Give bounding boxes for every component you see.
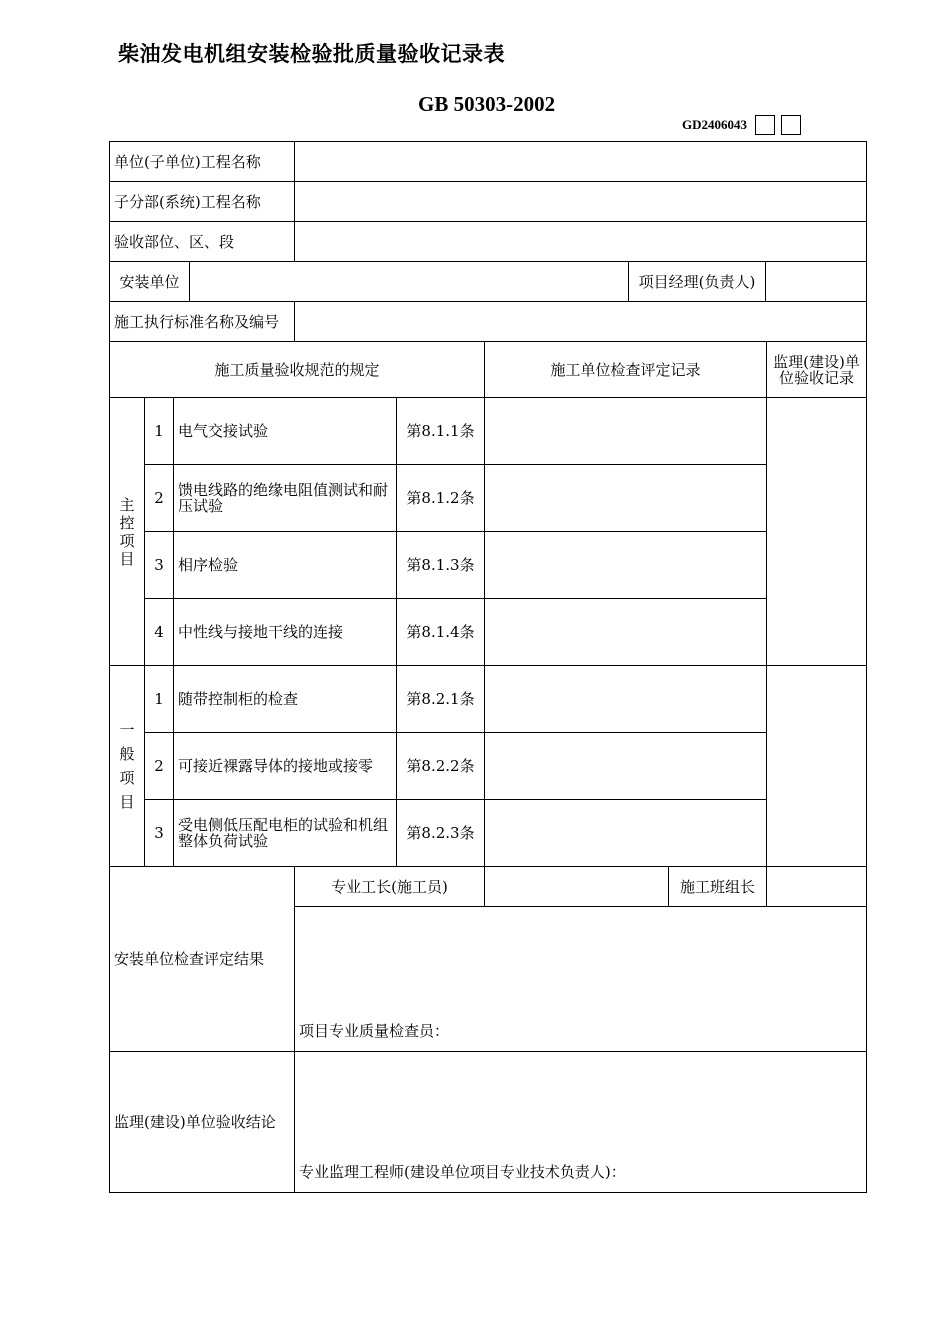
spec-header: 施工质量验收规范的规定: [109, 341, 485, 398]
section-field[interactable]: [294, 221, 867, 262]
general-item-2-no: 2: [144, 732, 174, 800]
general-item-3-name: 受电侧低压配电柜的试验和机组整体负荷试验: [173, 799, 397, 867]
install-result-area[interactable]: [294, 906, 867, 1052]
install-unit-field[interactable]: [189, 261, 629, 302]
general-item-1-clause: 第8.2.1条: [396, 665, 485, 733]
main-item-3-clause: 第8.1.3条: [396, 531, 485, 599]
main-items-supervision[interactable]: [766, 397, 867, 666]
general-item-3-no: 3: [144, 799, 174, 867]
main-item-4-record[interactable]: [484, 598, 767, 666]
main-item-4-clause: 第8.1.4条: [396, 598, 485, 666]
manager-field[interactable]: [765, 261, 867, 302]
main-item-2-clause: 第8.1.2条: [396, 464, 485, 532]
form-code-area: [682, 115, 801, 135]
general-items-label: 一般项目: [119, 721, 135, 811]
general-items-group: [109, 665, 145, 867]
form-title: 柴油发电机组安装检验批质量验收记录表: [118, 42, 505, 66]
general-item-1-record[interactable]: [484, 665, 767, 733]
install-unit-label: 安装单位: [109, 261, 190, 302]
team-leader-label: 施工班组长: [668, 866, 767, 907]
main-item-4-name: 中性线与接地干线的连接: [173, 598, 397, 666]
form-code: GD2406043: [682, 117, 747, 132]
code-box-2[interactable]: [781, 115, 801, 135]
general-items-supervision[interactable]: [766, 665, 867, 867]
standard-field[interactable]: [294, 301, 867, 342]
team-leader-field[interactable]: [766, 866, 867, 907]
standard-number: GB 50303-2002: [418, 92, 556, 112]
main-items-group: [109, 397, 145, 666]
foreman-field[interactable]: [484, 866, 669, 907]
main-item-2-record[interactable]: [484, 464, 767, 532]
main-item-3-record[interactable]: [484, 531, 767, 599]
manager-label: 项目经理(负责人): [628, 261, 766, 302]
sub-project-label: 子分部(系统)工程名称: [109, 181, 295, 222]
general-item-3-clause: 第8.2.3条: [396, 799, 485, 867]
general-item-2-name: 可接近裸露导体的接地或接零: [173, 732, 397, 800]
sub-project-field[interactable]: [294, 181, 867, 222]
foreman-label: 专业工长(施工员): [294, 866, 485, 907]
main-item-2-name: 馈电线路的绝缘电阻值测试和耐压试验: [173, 464, 397, 532]
unit-project-label: 单位(子单位)工程名称: [109, 141, 295, 182]
main-items-label: 主控项目: [119, 495, 135, 568]
main-item-1-name: 电气交接试验: [173, 397, 397, 465]
supervision-conclusion-label: 监理(建设)单位验收结论: [109, 1051, 295, 1193]
section-label: 验收部位、区、段: [109, 221, 295, 262]
standard-label: 施工执行标准名称及编号: [109, 301, 295, 342]
install-result-label: 安装单位检查评定结果: [109, 866, 295, 1052]
main-item-4-no: 4: [144, 598, 174, 666]
inspector-label: 项目专业质量检查员：: [299, 1022, 450, 1040]
general-item-1-no: 1: [144, 665, 174, 733]
general-item-2-record[interactable]: [484, 732, 767, 800]
main-item-3-name: 相序检验: [173, 531, 397, 599]
supervision-conclusion-area[interactable]: [294, 1051, 867, 1193]
main-item-3-no: 3: [144, 531, 174, 599]
main-item-1-no: 1: [144, 397, 174, 465]
code-box-1[interactable]: [755, 115, 775, 135]
record-header: 施工单位检查评定记录: [484, 341, 767, 398]
main-item-2-no: 2: [144, 464, 174, 532]
inspection-form: [109, 141, 867, 1193]
unit-project-field[interactable]: [294, 141, 867, 182]
general-item-2-clause: 第8.2.2条: [396, 732, 485, 800]
supervision-header: 监理(建设)单位验收记录: [766, 341, 867, 398]
engineer-label: 专业监理工程师(建设单位项目专业技术负责人)：: [299, 1163, 626, 1181]
main-item-1-clause: 第8.1.1条: [396, 397, 485, 465]
general-item-1-name: 随带控制柜的检查: [173, 665, 397, 733]
general-item-3-record[interactable]: [484, 799, 767, 867]
main-item-1-record[interactable]: [484, 397, 767, 465]
